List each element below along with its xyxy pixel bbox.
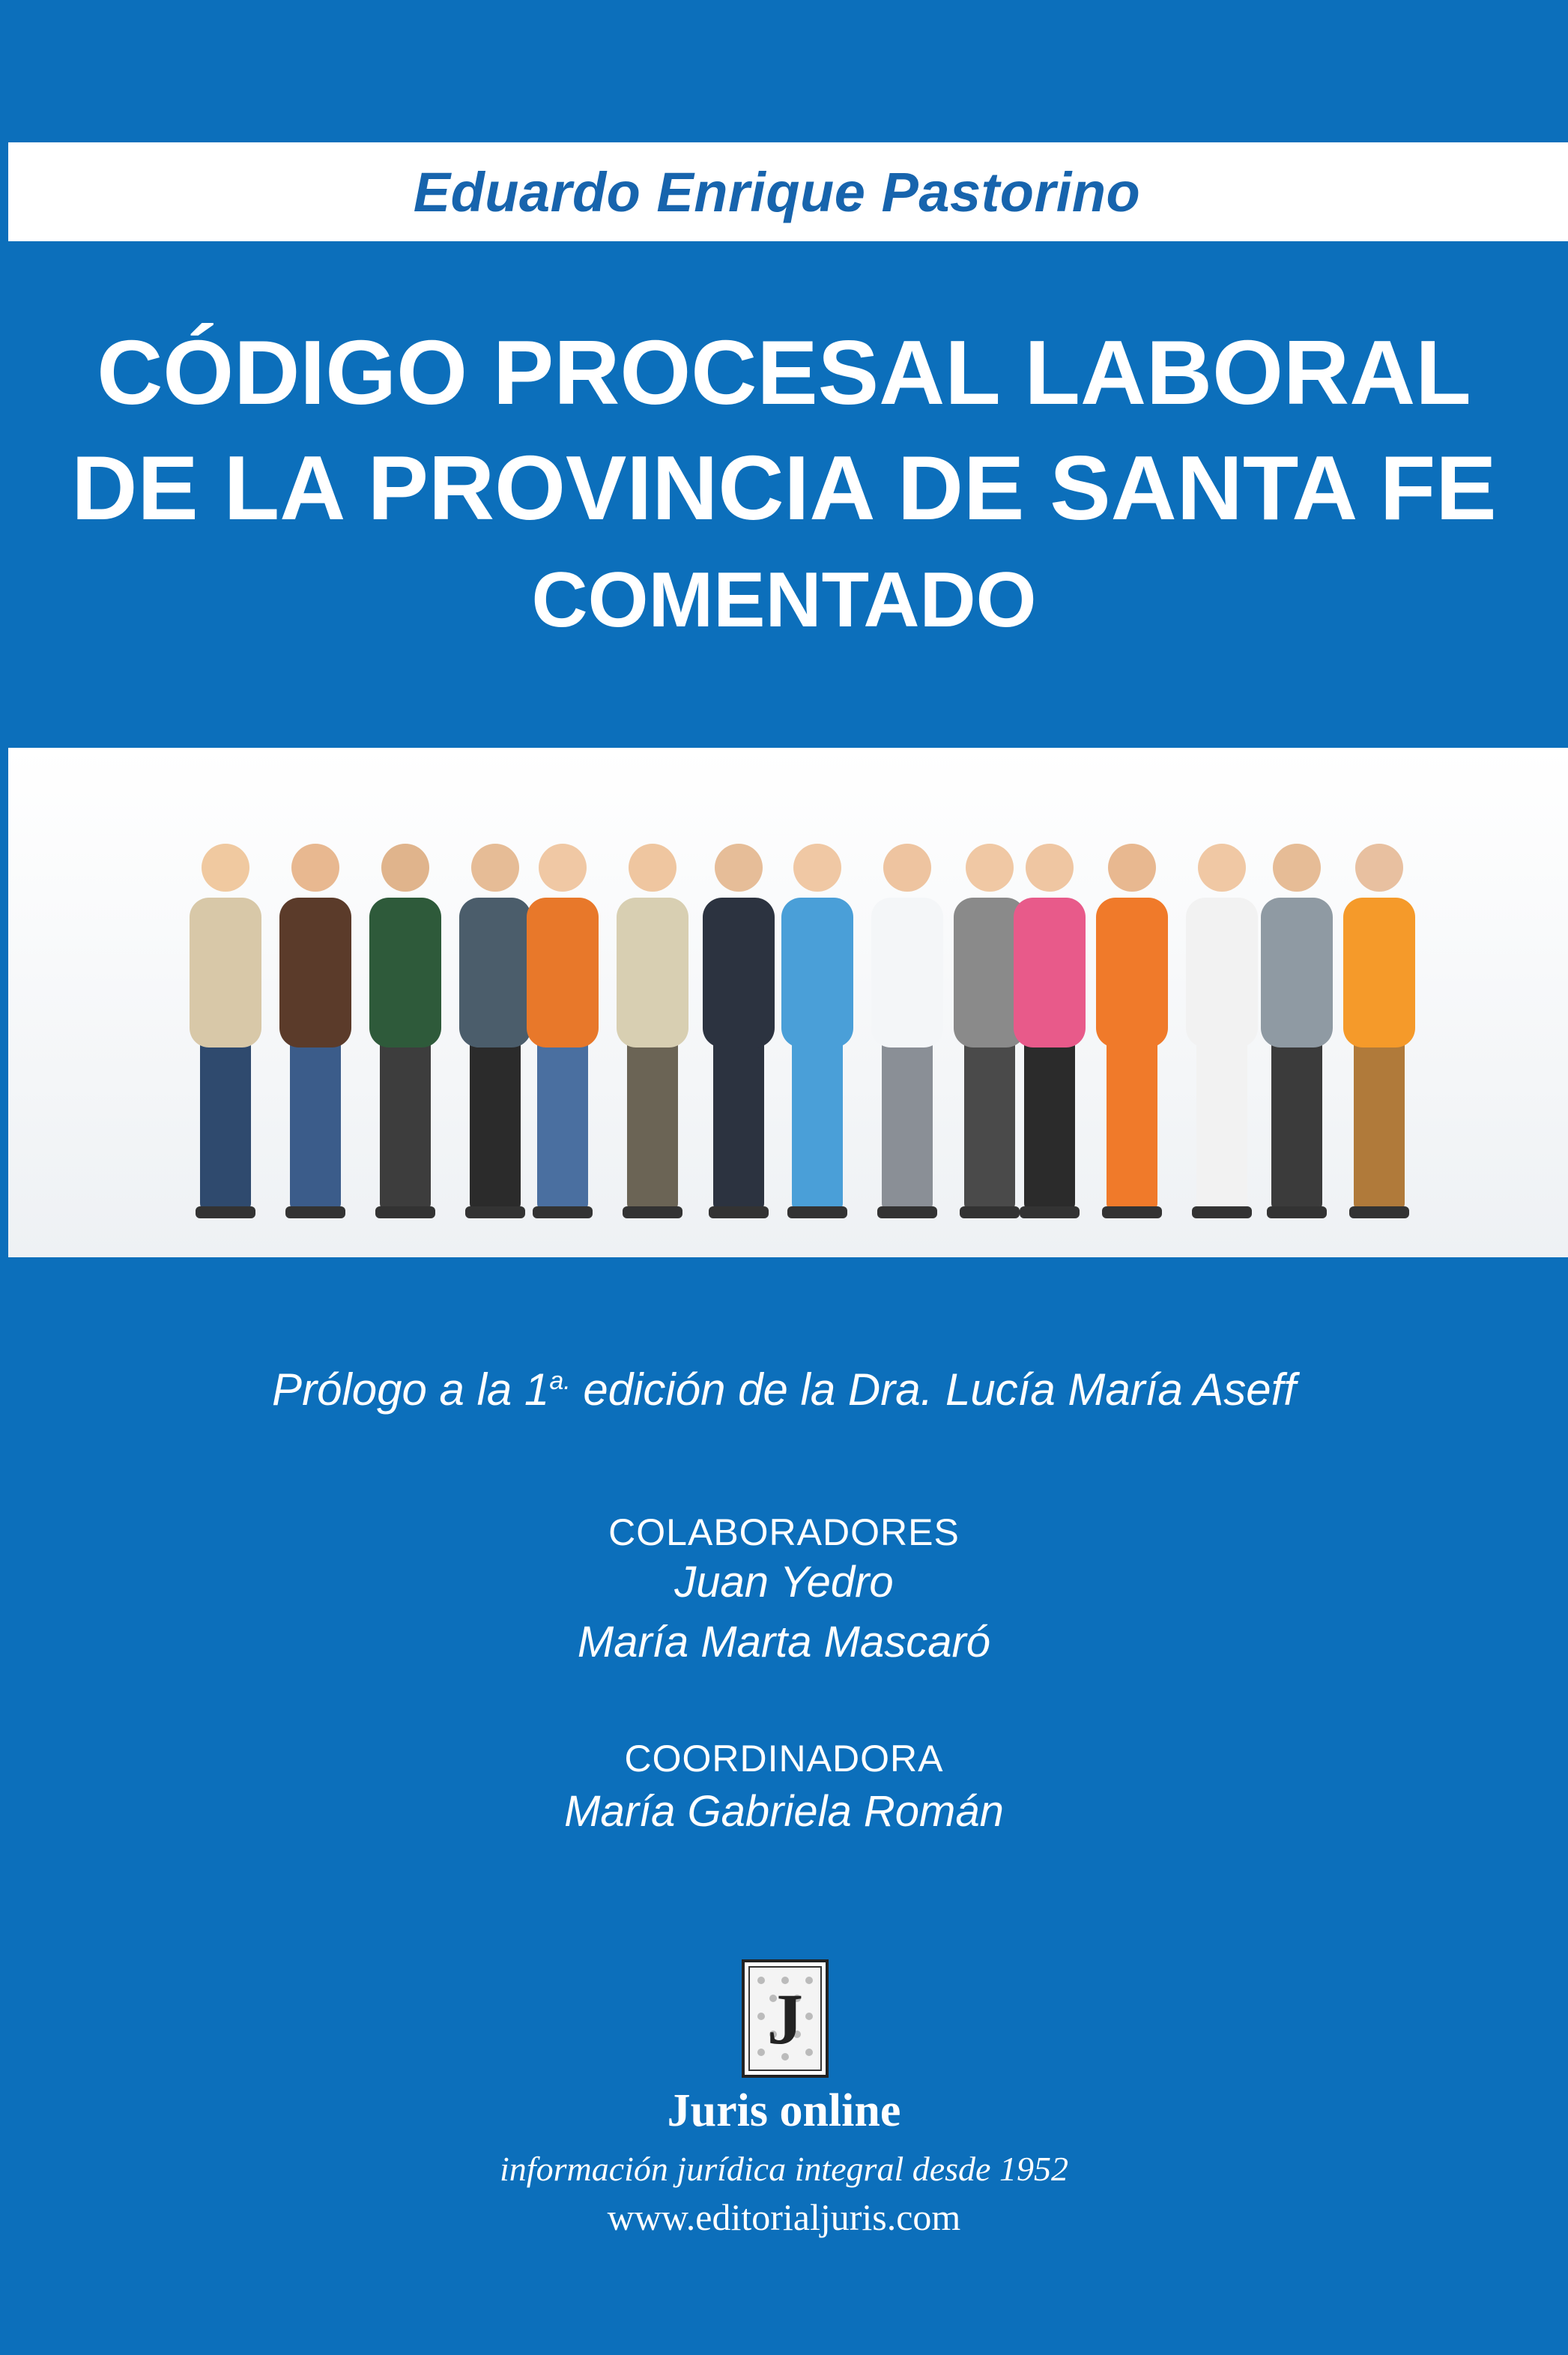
coordinator-label: COORDINADORA [624, 1738, 944, 1780]
logo-letter: J [767, 1979, 803, 2059]
worker-figure [459, 844, 531, 1218]
worker-figure [1014, 844, 1086, 1218]
worker-figure [1186, 844, 1258, 1218]
collaborator-1: Juan Yedro [674, 1558, 894, 1606]
workers-photo [8, 748, 1568, 1257]
title-line-1: CÓDIGO PROCESAL LABORAL [97, 321, 1471, 423]
worker-figure [871, 844, 943, 1218]
collaborators-label: COLABORADORES [608, 1511, 960, 1553]
juris-logo-icon [745, 1962, 826, 2075]
worker-figure [527, 844, 599, 1218]
juris-logo [742, 1959, 829, 2078]
title-line-3: COMENTADO [531, 557, 1037, 644]
author-name: Eduardo Enrique Pastorino [413, 160, 1141, 223]
worker-figure [279, 844, 351, 1218]
worker-figure [703, 844, 775, 1218]
worker-figure [781, 844, 853, 1218]
worker-figure [1343, 844, 1415, 1218]
title-line-2: DE LA PROVINCIA DE SANTA FE [71, 437, 1497, 539]
prologue-superscript: a. [549, 1367, 571, 1395]
publisher-tagline: información jurídica integral desde 1952 [500, 2150, 1068, 2188]
worker-figure [617, 844, 688, 1218]
prologue-prefix: Prólogo a la 1 [272, 1364, 550, 1415]
author-band [8, 142, 1568, 241]
publisher-name: Juris online [667, 2085, 901, 2136]
worker-figure [1096, 844, 1168, 1218]
workers-illustration [8, 748, 1568, 1257]
collaborator-2: María Marta Mascaró [577, 1618, 991, 1666]
publisher-website: www.editorialjuris.com [607, 2196, 961, 2238]
worker-figure [190, 844, 261, 1218]
prologue-suffix: edición de la Dra. Lucía María Aseff [570, 1364, 1296, 1415]
worker-figure [1261, 844, 1333, 1218]
prologue-line [0, 1364, 1568, 1415]
worker-figure [369, 844, 441, 1218]
coordinator-name: María Gabriela Román [564, 1787, 1004, 1836]
book-title [0, 315, 1568, 655]
